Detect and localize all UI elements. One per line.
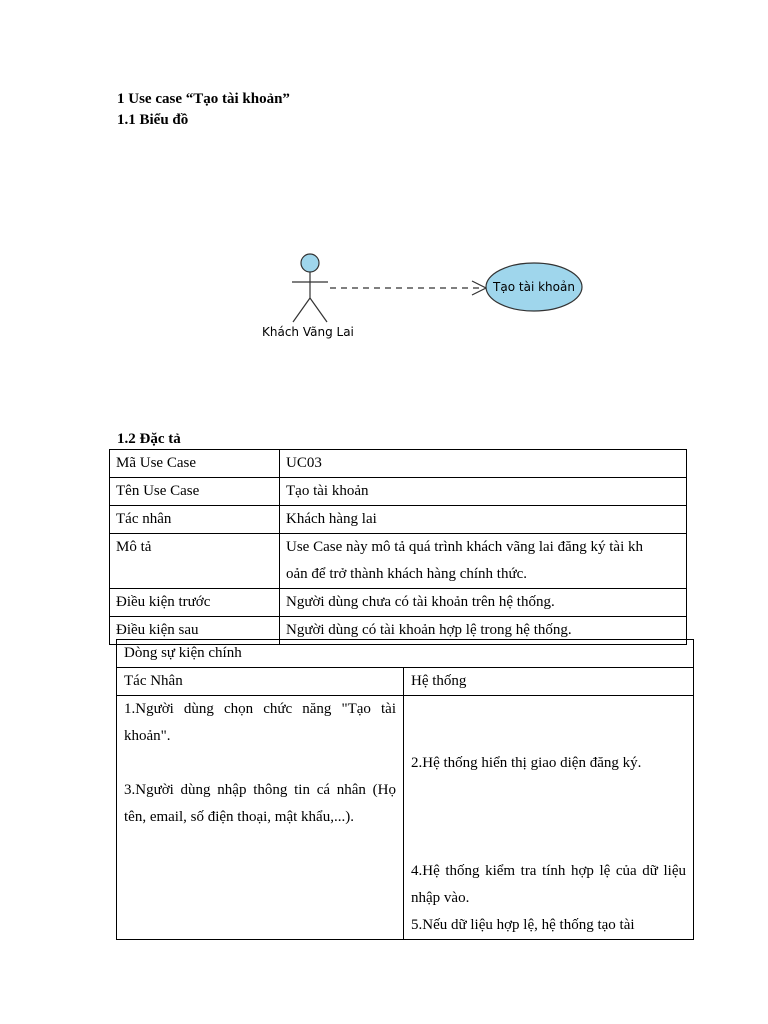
spec-value: Người dùng có tài khoản hợp lệ trong hệ thống. (280, 617, 687, 645)
table-row (110, 450, 687, 478)
actor-label: Khách Vãng Lai (262, 325, 354, 339)
system-step: 2.Hệ thống hiển thị giao diện đăng ký. (411, 755, 642, 771)
flow-title: Dòng sự kiện chính (117, 640, 694, 668)
spec-key: Tên Use Case (110, 478, 280, 506)
spacer (411, 831, 686, 858)
table-row (117, 640, 694, 668)
spec-value-line: Use Case này mô tả quá trình khách vãng lai đăng ký tài kh (286, 539, 643, 555)
flow-actor-cell (117, 696, 404, 940)
association-arrow (330, 281, 486, 295)
spec-value: Khách hàng lai (280, 506, 687, 534)
flow-col-actor: Tác Nhân (117, 668, 404, 696)
spacer (411, 723, 686, 750)
spec-key: Tác nhân (110, 506, 280, 534)
actor-step: 1.Người dùng chọn chức năng "Tạo tài khoản". (124, 701, 396, 744)
table-row (110, 478, 687, 506)
actor-figure (292, 254, 328, 322)
usecase-heading: 1 Use case “Tạo tài khoản” (117, 91, 290, 107)
flow-col-system: Hệ thống (404, 668, 694, 696)
table-row (110, 534, 687, 589)
table-row (117, 696, 694, 940)
spec-value: UC03 (280, 450, 687, 478)
spec-key: Điều kiện trước (110, 589, 280, 617)
spec-key: Điều kiện sau (110, 617, 280, 645)
spacer (411, 777, 686, 804)
actor-step: 3.Người dùng nhập thông tin cá nhân (Họ tên, email, số điện thoại, mật khẩu,...). (124, 782, 396, 825)
spec-table (109, 449, 687, 645)
table-row (110, 506, 687, 534)
flow-system-cell (404, 696, 694, 940)
diagram-heading: 1.1 Biểu đồ (117, 112, 189, 128)
spacer (411, 696, 686, 723)
usecase-label: Tạo tài khoản (493, 280, 575, 294)
table-row (117, 668, 694, 696)
table-row (110, 589, 687, 617)
spec-key: Mô tả (110, 534, 280, 589)
spec-value-line: oản để trở thành khách hàng chính thức. (286, 566, 527, 582)
spec-key: Mã Use Case (110, 450, 280, 478)
system-step: 5.Nếu dữ liệu hợp lệ, hệ thống tạo tài (411, 917, 635, 933)
spec-value (280, 534, 687, 589)
usecase-diagram (0, 0, 768, 400)
spec-heading: 1.2 Đặc tả (117, 431, 181, 447)
spacer (124, 750, 396, 777)
spec-value: Tạo tài khoản (280, 478, 687, 506)
spacer (411, 804, 686, 831)
main-flow-table (116, 639, 694, 940)
spec-value: Người dùng chưa có tài khoản trên hệ thống. (280, 589, 687, 617)
system-step: 4.Hệ thống kiểm tra tính hợp lệ của dữ liệu nhập vào. (411, 863, 686, 906)
